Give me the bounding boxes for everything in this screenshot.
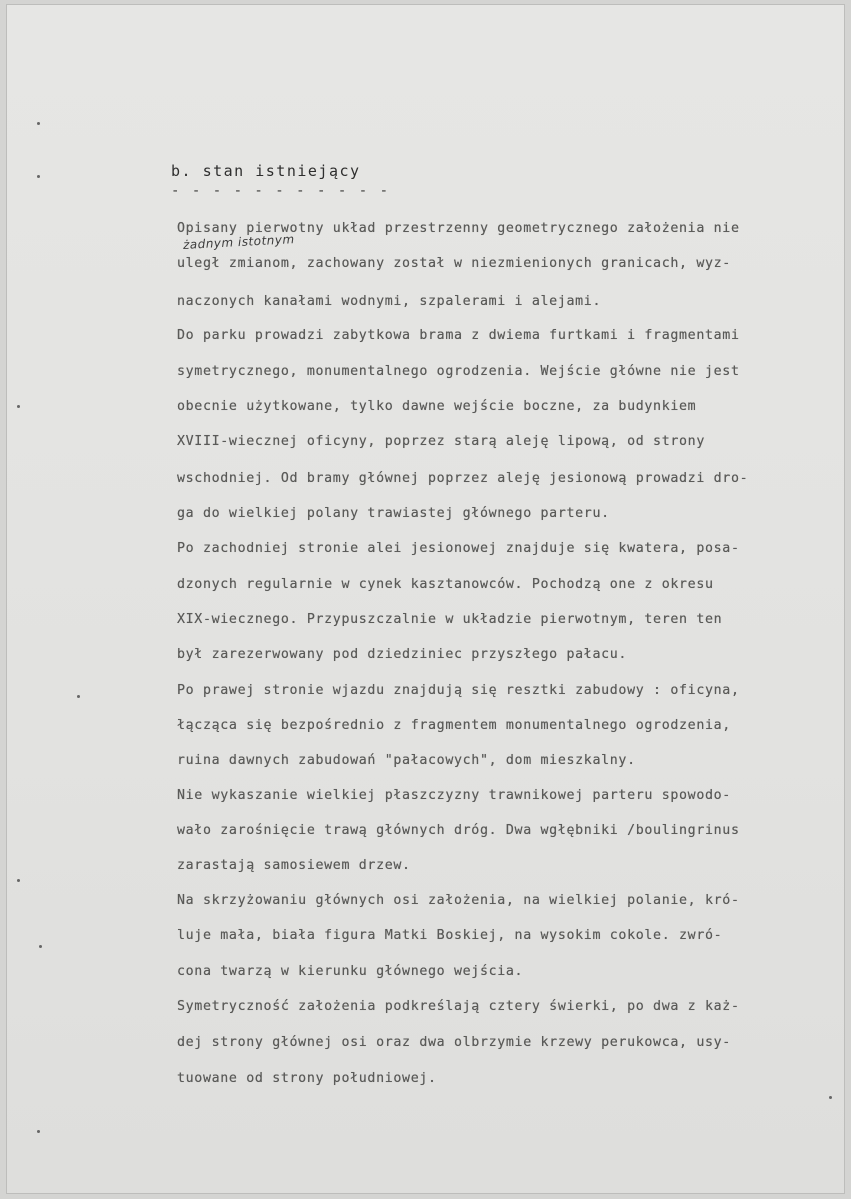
text-line: łącząca się bezpośrednio z fragmentem monumentalnego ogrodzenia, xyxy=(177,718,731,733)
text-line: Po zachodniej stronie alei jesionowej znajduje się kwatera, posa- xyxy=(177,541,740,556)
text-line: XIX-wiecznego. Przypuszczalnie w układzie pierwotnym, teren ten xyxy=(177,612,723,627)
text-line: wschodniej. Od bramy głównej poprzez aleję jesionową prowadzi dro- xyxy=(177,471,749,486)
text-line: naczonych kanałami wodnymi, szpalerami i alejami. xyxy=(177,294,602,309)
text-line: Po prawej stronie wjazdu znajdują się resztki zabudowy : oficyna, xyxy=(177,683,740,698)
paper-speck xyxy=(39,945,42,948)
paper-speck xyxy=(829,1096,832,1099)
text-line: ruina dawnych zabudowań "pałacowych", dom mieszkalny. xyxy=(177,753,636,768)
paper-speck xyxy=(37,175,40,178)
heading-underline: - - - - - - - - - - - xyxy=(171,183,391,199)
text-line: dzonych regularnie w cynek kasztanowców. Pochodzą one z okresu xyxy=(177,577,714,592)
text-line: obecnie użytkowane, tylko dawne wejście boczne, za budynkiem xyxy=(177,399,697,414)
text-line: Symetryczność założenia podkreślają cztery świerki, po dwa z każ- xyxy=(177,999,740,1014)
text-line: był zarezerwowany pod dziedziniec przyszłego pałacu. xyxy=(177,647,628,662)
text-line: cona twarzą w kierunku głównego wejścia. xyxy=(177,964,524,979)
text-line: Na skrzyżowaniu głównych osi założenia, na wielkiej polanie, kró- xyxy=(177,893,740,908)
text-line: zarastają samosiewem drzew. xyxy=(177,858,411,873)
text-line: tuowane od strony południowej. xyxy=(177,1071,437,1086)
text-line: luje mała, biała figura Matki Boskiej, na wysokim cokole. zwró- xyxy=(177,928,723,943)
text-line: XVIII-wiecznej oficyny, poprzez starą aleję lipową, od strony xyxy=(177,434,705,449)
paper-speck xyxy=(77,695,80,698)
paper-speck xyxy=(37,122,40,125)
section-heading: b. stan istniejący xyxy=(171,162,361,180)
text-line: Do parku prowadzi zabytkowa brama z dwiema furtkami i fragmentami xyxy=(177,328,740,343)
text-line: Opisany pierwotny układ przestrzenny geometrycznego założenia nie xyxy=(177,221,740,236)
text-line: symetrycznego, monumentalnego ogrodzenia. Wejście główne nie jest xyxy=(177,364,740,379)
document-page xyxy=(6,4,845,1194)
text-line: uległ zmianom, zachowany został w niezmienionych granicach, wyz- xyxy=(177,256,731,271)
paper-speck xyxy=(17,405,20,408)
text-line: wało zarośnięcie trawą głównych dróg. Dwa wgłębniki /boulingrinus xyxy=(177,823,740,838)
paper-speck xyxy=(37,1130,40,1133)
text-line: Nie wykaszanie wielkiej płaszczyzny trawnikowej parteru spowodo- xyxy=(177,788,731,803)
paper-speck xyxy=(17,879,20,882)
text-line: dej strony głównej osi oraz dwa olbrzymie krzewy perukowca, usy- xyxy=(177,1035,731,1050)
handwritten-insertion: żadnym istotnym xyxy=(182,232,295,252)
text-line: ga do wielkiej polany trawiastej głównego parteru. xyxy=(177,506,610,521)
